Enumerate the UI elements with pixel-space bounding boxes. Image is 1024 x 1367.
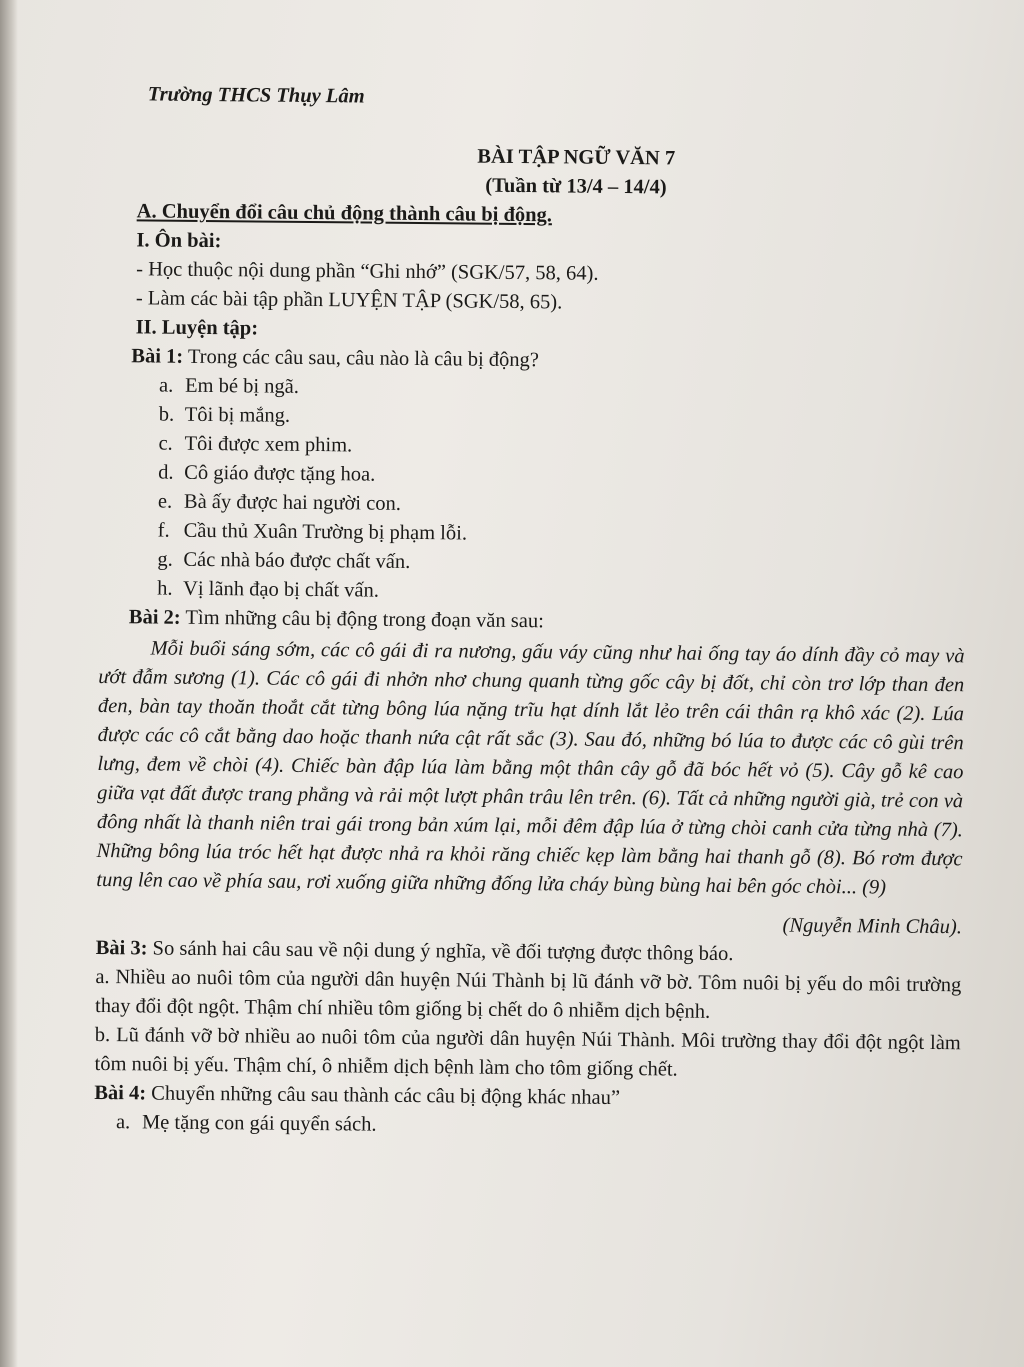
exercise-1-options — [99, 371, 967, 611]
exercise-1-label: Bài 1: — [131, 345, 184, 368]
option-text: Tôi được xem phim. — [184, 432, 353, 457]
page-edge-shadow — [0, 0, 18, 1367]
document-content — [94, 80, 970, 1145]
option-text: Cầu thủ Xuân Trường bị phạm lỗi. — [183, 519, 468, 545]
option-text: Tôi bị mắng. — [184, 403, 291, 427]
review-heading: I. Ôn bài: — [136, 229, 222, 253]
option-text: Các nhà báo được chất vấn. — [183, 548, 411, 573]
option-text: Em bé bị ngã. — [184, 374, 300, 398]
option-letter: a. — [158, 374, 174, 397]
practice-heading: II. Luyện tập: — [135, 316, 259, 340]
option-text: Mẹ tặng con gái quyển sách. — [141, 1111, 377, 1136]
passage-author: (Nguyễn Minh Châu). — [782, 914, 963, 939]
review-item: - Học thuộc nội dung phần “Ghi nhớ” (SGK/57, 58, 64). — [136, 258, 599, 285]
option-letter: b. — [158, 403, 175, 426]
exercise-3-sentence-b: b. Lũ đánh vỡ bờ nhiều ao nuôi tôm của người dân huyện Núi Thành. Môi trường thay đổi đột ngột làm tôm nuôi bị yếu. Thậm chí, ô nhiễm dịch bệnh làm cho tôm giống chết. — [94, 1023, 961, 1081]
school-name: Trường THCS Thụy Lâm — [147, 83, 365, 108]
option-letter: f. — [157, 519, 170, 542]
option-letter: a. — [115, 1111, 131, 1134]
exercise-3-question: So sánh hai câu sau về nội dung ý nghĩa, về đối tượng được thông báo. — [147, 937, 734, 966]
option-text: Bà ấy được hai người con. — [183, 490, 402, 515]
passage-text: Mỗi buổi sáng sớm, các cô gái đi ra nương, gấu váy cũng như hai ống tay áo dính đầy cỏ may và ướt đẫm sương (1). Các cô gái đi nhởn nhơ chung quanh từng gốc cây bị đốt, chỉ còn trơ lớp than đen đen, bàn tay thoăn thoắt cắt từng bông lúa nặng trĩu hạt dính lắt lẻo trên cái thân rạ khô xác (2). Lúa được các cô cắt bằng dao hoặc thanh nứa cật rất sắc (3). Sau đó, những bó lúa to được các cô gùi trên lưng, đem về chòi (4). Chiếc bàn đập lúa làm bằng một thân cây gỗ đã bóc hết vỏ (5). Cây gỗ kê cao giữa vạt đất được trang phẳng và rải một lượt phân trâu lên trên. (6). Tất cả những người già, trẻ con và đông nhất là thanh niên trai gái trong bản xúm lại, mỗi đêm đập lúa ở từng chòi canh cửa từng nhà (7). Những bông lúa tróc hết hạt được nhả ra khỏi răng chiếc kẹp làm bằng hai thanh gỗ (8). Bó rơm được tung lên cao về phía sau, rơi xuống giữa những đống lửa cháy bùng bùng hai bên góc chòi... (9) — [96, 637, 965, 899]
exercise-2-question: Tìm những câu bị động trong đoạn văn sau: — [180, 606, 544, 633]
review-item: - Làm các bài tập phần LUYỆN TẬP (SGK/58, 65). — [135, 287, 563, 314]
exercise-1-question: Trong các câu sau, câu nào là câu bị động? — [183, 345, 540, 372]
exercise-3-sentence-a: a. Nhiều ao nuôi tôm của người dân huyện Núi Thành bị lũ đánh vỡ bờ. Tôm nuôi bị yếu do môi trường thay đổi đột ngột. Thậm chí nhiều tôm giống bị chết do ô nhiễm dịch bệnh. — [95, 965, 962, 1023]
option-text: Vị lãnh đạo bị chất vấn. — [183, 577, 380, 602]
option-letter: h. — [157, 577, 173, 600]
option-letter: c. — [158, 432, 173, 455]
option-letter: e. — [157, 490, 173, 513]
exercise-4-question: Chuyển những câu sau thành các câu bị động khác nhau” — [145, 1082, 621, 1109]
option-letter: d. — [158, 461, 174, 484]
page-subtitle: (Tuần từ 13/4 – 14/4) — [485, 174, 667, 199]
page-title: BÀI TẬP NGỮ VĂN 7 — [477, 145, 676, 170]
exercise-3-label: Bài 3: — [95, 936, 148, 960]
passage — [96, 634, 964, 903]
option-text: Cô giáo được tặng hoa. — [184, 461, 376, 486]
exercise-2-label: Bài 2: — [128, 606, 181, 629]
exercise-4-label: Bài 4: — [94, 1081, 147, 1105]
option-letter: g. — [157, 548, 173, 571]
section-a-heading: A. Chuyển đổi câu chủ động thành câu bị động. — [136, 200, 553, 227]
